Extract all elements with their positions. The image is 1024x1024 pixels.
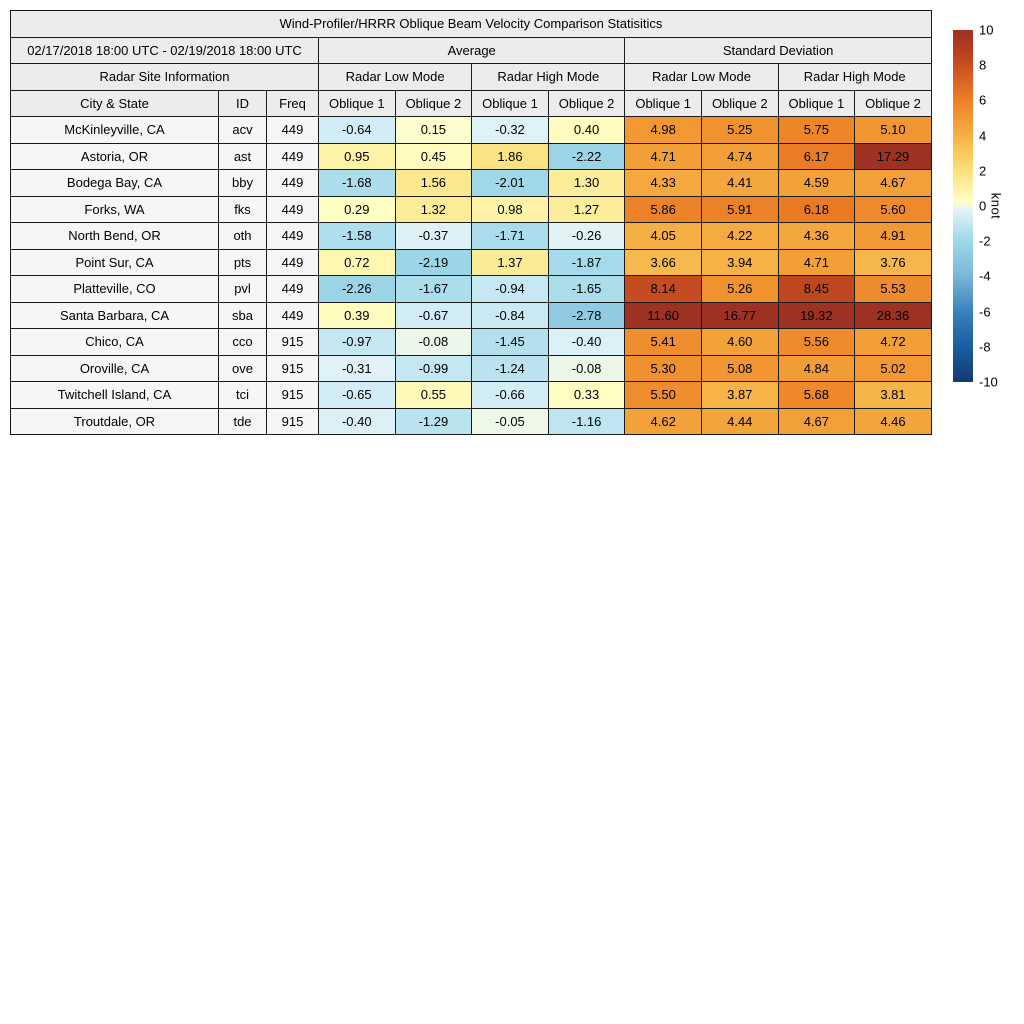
colorbar-tick-label: -2 [979, 233, 991, 249]
colorbar-tick-label: 8 [979, 57, 987, 73]
cell-site-id: acv [219, 117, 267, 144]
cell-value: -0.08 [395, 329, 472, 356]
cell-value: 5.10 [855, 117, 932, 144]
cell-value: -2.26 [319, 276, 396, 303]
cell-value: 5.26 [701, 276, 778, 303]
col-header-freq: Freq [267, 90, 319, 117]
cell-value: 5.60 [855, 196, 932, 223]
cell-value: 0.95 [319, 143, 396, 170]
table-body [11, 117, 932, 435]
cell-site-id: sba [219, 302, 267, 329]
cell-city-state: Bodega Bay, CA [11, 170, 219, 197]
table-row [11, 329, 932, 356]
cell-value: -0.66 [472, 382, 549, 409]
cell-value: -0.97 [319, 329, 396, 356]
cell-city-state: Astoria, OR [11, 143, 219, 170]
title-row [11, 11, 932, 38]
cell-value: -1.24 [472, 355, 549, 382]
cell-value: 4.36 [778, 223, 855, 250]
cell-value: 5.41 [625, 329, 702, 356]
cell-city-state: Oroville, CA [11, 355, 219, 382]
cell-value: 0.98 [472, 196, 549, 223]
cell-value: 5.75 [778, 117, 855, 144]
cell-value: -2.19 [395, 249, 472, 276]
cell-value: 19.32 [778, 302, 855, 329]
cell-city-state: Point Sur, CA [11, 249, 219, 276]
cell-city-state: Twitchell Island, CA [11, 382, 219, 409]
cell-value: 0.33 [548, 382, 625, 409]
cell-value: 4.05 [625, 223, 702, 250]
colorbar-tick-label: 4 [979, 128, 987, 144]
cell-value: 5.02 [855, 355, 932, 382]
table-row [11, 117, 932, 144]
cell-value: 0.29 [319, 196, 396, 223]
cell-site-id: pts [219, 249, 267, 276]
cell-site-id: tde [219, 408, 267, 435]
table-row [11, 170, 932, 197]
cell-value: -0.67 [395, 302, 472, 329]
cell-frequency: 449 [267, 276, 319, 303]
mode-header-avg-low: Radar Low Mode [319, 64, 472, 91]
cell-value: -1.68 [319, 170, 396, 197]
col-header-oblique: Oblique 1 [625, 90, 702, 117]
colorbar [953, 30, 973, 382]
mode-header-std-high: Radar High Mode [778, 64, 931, 91]
cell-value: 4.71 [625, 143, 702, 170]
table-row [11, 143, 932, 170]
cell-value: 4.33 [625, 170, 702, 197]
cell-value: 5.68 [778, 382, 855, 409]
cell-value: 11.60 [625, 302, 702, 329]
cell-frequency: 449 [267, 170, 319, 197]
cell-value: -0.08 [548, 355, 625, 382]
cell-city-state: North Bend, OR [11, 223, 219, 250]
cell-value: 5.25 [701, 117, 778, 144]
table-row [11, 302, 932, 329]
cell-site-id: ove [219, 355, 267, 382]
cell-value: 3.66 [625, 249, 702, 276]
cell-value: -1.67 [395, 276, 472, 303]
group-header-average: Average [319, 37, 625, 64]
cell-value: 17.29 [855, 143, 932, 170]
colorbar-tick-label: -8 [979, 339, 991, 355]
cell-value: 0.15 [395, 117, 472, 144]
cell-value: -0.05 [472, 408, 549, 435]
stats-table [10, 10, 932, 435]
cell-city-state: Santa Barbara, CA [11, 302, 219, 329]
cell-site-id: pvl [219, 276, 267, 303]
cell-value: 5.56 [778, 329, 855, 356]
cell-value: -0.65 [319, 382, 396, 409]
cell-value: -0.26 [548, 223, 625, 250]
cell-value: 5.53 [855, 276, 932, 303]
table-title: Wind-Profiler/HRRR Oblique Beam Velocity Comparison Statisitics [11, 11, 932, 38]
cell-value: 3.87 [701, 382, 778, 409]
cell-value: -1.87 [548, 249, 625, 276]
cell-value: 8.14 [625, 276, 702, 303]
cell-site-id: oth [219, 223, 267, 250]
cell-value: 8.45 [778, 276, 855, 303]
cell-site-id: tci [219, 382, 267, 409]
group-header-standard-deviation: Standard Deviation [625, 37, 931, 64]
cell-site-id: ast [219, 143, 267, 170]
cell-value: -1.71 [472, 223, 549, 250]
column-header-row [11, 90, 932, 117]
cell-frequency: 449 [267, 117, 319, 144]
cell-value: -0.40 [548, 329, 625, 356]
cell-frequency: 449 [267, 223, 319, 250]
cell-value: -1.29 [395, 408, 472, 435]
colorbar-tick-label: -10 [979, 374, 998, 390]
cell-frequency: 915 [267, 329, 319, 356]
cell-value: -2.22 [548, 143, 625, 170]
cell-frequency: 915 [267, 355, 319, 382]
cell-value: 4.44 [701, 408, 778, 435]
cell-value: 1.30 [548, 170, 625, 197]
cell-value: 4.91 [855, 223, 932, 250]
cell-value: 1.27 [548, 196, 625, 223]
cell-value: -0.40 [319, 408, 396, 435]
cell-site-id: fks [219, 196, 267, 223]
cell-value: 5.50 [625, 382, 702, 409]
cell-value: 4.67 [855, 170, 932, 197]
col-header-id: ID [219, 90, 267, 117]
table-row [11, 382, 932, 409]
cell-city-state: Chico, CA [11, 329, 219, 356]
table-row [11, 223, 932, 250]
mode-header-std-low: Radar Low Mode [625, 64, 778, 91]
table-row [11, 249, 932, 276]
cell-value: -0.32 [472, 117, 549, 144]
table-row [11, 196, 932, 223]
cell-value: 4.62 [625, 408, 702, 435]
col-header-oblique: Oblique 2 [855, 90, 932, 117]
cell-value: 4.74 [701, 143, 778, 170]
colorbar-tick-label: 10 [979, 22, 994, 38]
col-header-oblique: Oblique 2 [701, 90, 778, 117]
cell-value: 1.56 [395, 170, 472, 197]
cell-value: 3.81 [855, 382, 932, 409]
cell-value: 3.76 [855, 249, 932, 276]
cell-value: -0.99 [395, 355, 472, 382]
col-header-oblique: Oblique 2 [395, 90, 472, 117]
cell-value: -2.78 [548, 302, 625, 329]
colorbar-tick-label: 0 [979, 198, 987, 214]
mode-header-row [11, 64, 932, 91]
col-header-oblique: Oblique 1 [472, 90, 549, 117]
cell-value: 1.86 [472, 143, 549, 170]
site-info-header: Radar Site Information [11, 64, 319, 91]
cell-frequency: 449 [267, 302, 319, 329]
table-row [11, 408, 932, 435]
cell-value: 3.94 [701, 249, 778, 276]
cell-value: 4.84 [778, 355, 855, 382]
cell-frequency: 449 [267, 143, 319, 170]
cell-value: 4.72 [855, 329, 932, 356]
mode-header-avg-high: Radar High Mode [472, 64, 625, 91]
cell-value: 4.71 [778, 249, 855, 276]
cell-value: 6.18 [778, 196, 855, 223]
cell-value: -1.65 [548, 276, 625, 303]
col-header-oblique: Oblique 1 [319, 90, 396, 117]
cell-value: 28.36 [855, 302, 932, 329]
colorbar-tick-label: 2 [979, 163, 987, 179]
cell-value: 4.67 [778, 408, 855, 435]
col-header-oblique: Oblique 1 [778, 90, 855, 117]
cell-site-id: cco [219, 329, 267, 356]
cell-value: 1.32 [395, 196, 472, 223]
colorbar-tick-label: -4 [979, 268, 991, 284]
cell-value: 5.91 [701, 196, 778, 223]
table-row [11, 276, 932, 303]
colorbar-unit-label: knot [988, 192, 1004, 220]
cell-frequency: 915 [267, 382, 319, 409]
cell-value: -0.37 [395, 223, 472, 250]
cell-value: -0.64 [319, 117, 396, 144]
cell-value: -0.84 [472, 302, 549, 329]
date-range: 02/17/2018 18:00 UTC - 02/19/2018 18:00 UTC [11, 37, 319, 64]
cell-city-state: Platteville, CO [11, 276, 219, 303]
cell-site-id: bby [219, 170, 267, 197]
col-header-oblique: Oblique 2 [548, 90, 625, 117]
group-header-row [11, 37, 932, 64]
cell-city-state: Troutdale, OR [11, 408, 219, 435]
cell-value: 5.86 [625, 196, 702, 223]
cell-value: 5.30 [625, 355, 702, 382]
cell-frequency: 449 [267, 249, 319, 276]
cell-value: 4.98 [625, 117, 702, 144]
cell-value: 4.59 [778, 170, 855, 197]
cell-value: 16.77 [701, 302, 778, 329]
table-row [11, 355, 932, 382]
cell-value: 4.22 [701, 223, 778, 250]
cell-value: 0.72 [319, 249, 396, 276]
colorbar-tick-label: 6 [979, 92, 987, 108]
cell-value: -1.58 [319, 223, 396, 250]
cell-value: 0.55 [395, 382, 472, 409]
cell-value: 1.37 [472, 249, 549, 276]
cell-value: 4.41 [701, 170, 778, 197]
cell-value: 6.17 [778, 143, 855, 170]
cell-value: -1.45 [472, 329, 549, 356]
cell-value: 5.08 [701, 355, 778, 382]
cell-value: -0.31 [319, 355, 396, 382]
cell-city-state: Forks, WA [11, 196, 219, 223]
cell-value: -2.01 [472, 170, 549, 197]
cell-value: 0.40 [548, 117, 625, 144]
cell-city-state: McKinleyville, CA [11, 117, 219, 144]
cell-frequency: 915 [267, 408, 319, 435]
cell-value: -0.94 [472, 276, 549, 303]
col-header-city-state: City & State [11, 90, 219, 117]
colorbar-tick-label: -6 [979, 304, 991, 320]
cell-value: 0.39 [319, 302, 396, 329]
cell-value: -1.16 [548, 408, 625, 435]
cell-value: 4.60 [701, 329, 778, 356]
cell-value: 0.45 [395, 143, 472, 170]
cell-value: 4.46 [855, 408, 932, 435]
cell-frequency: 449 [267, 196, 319, 223]
